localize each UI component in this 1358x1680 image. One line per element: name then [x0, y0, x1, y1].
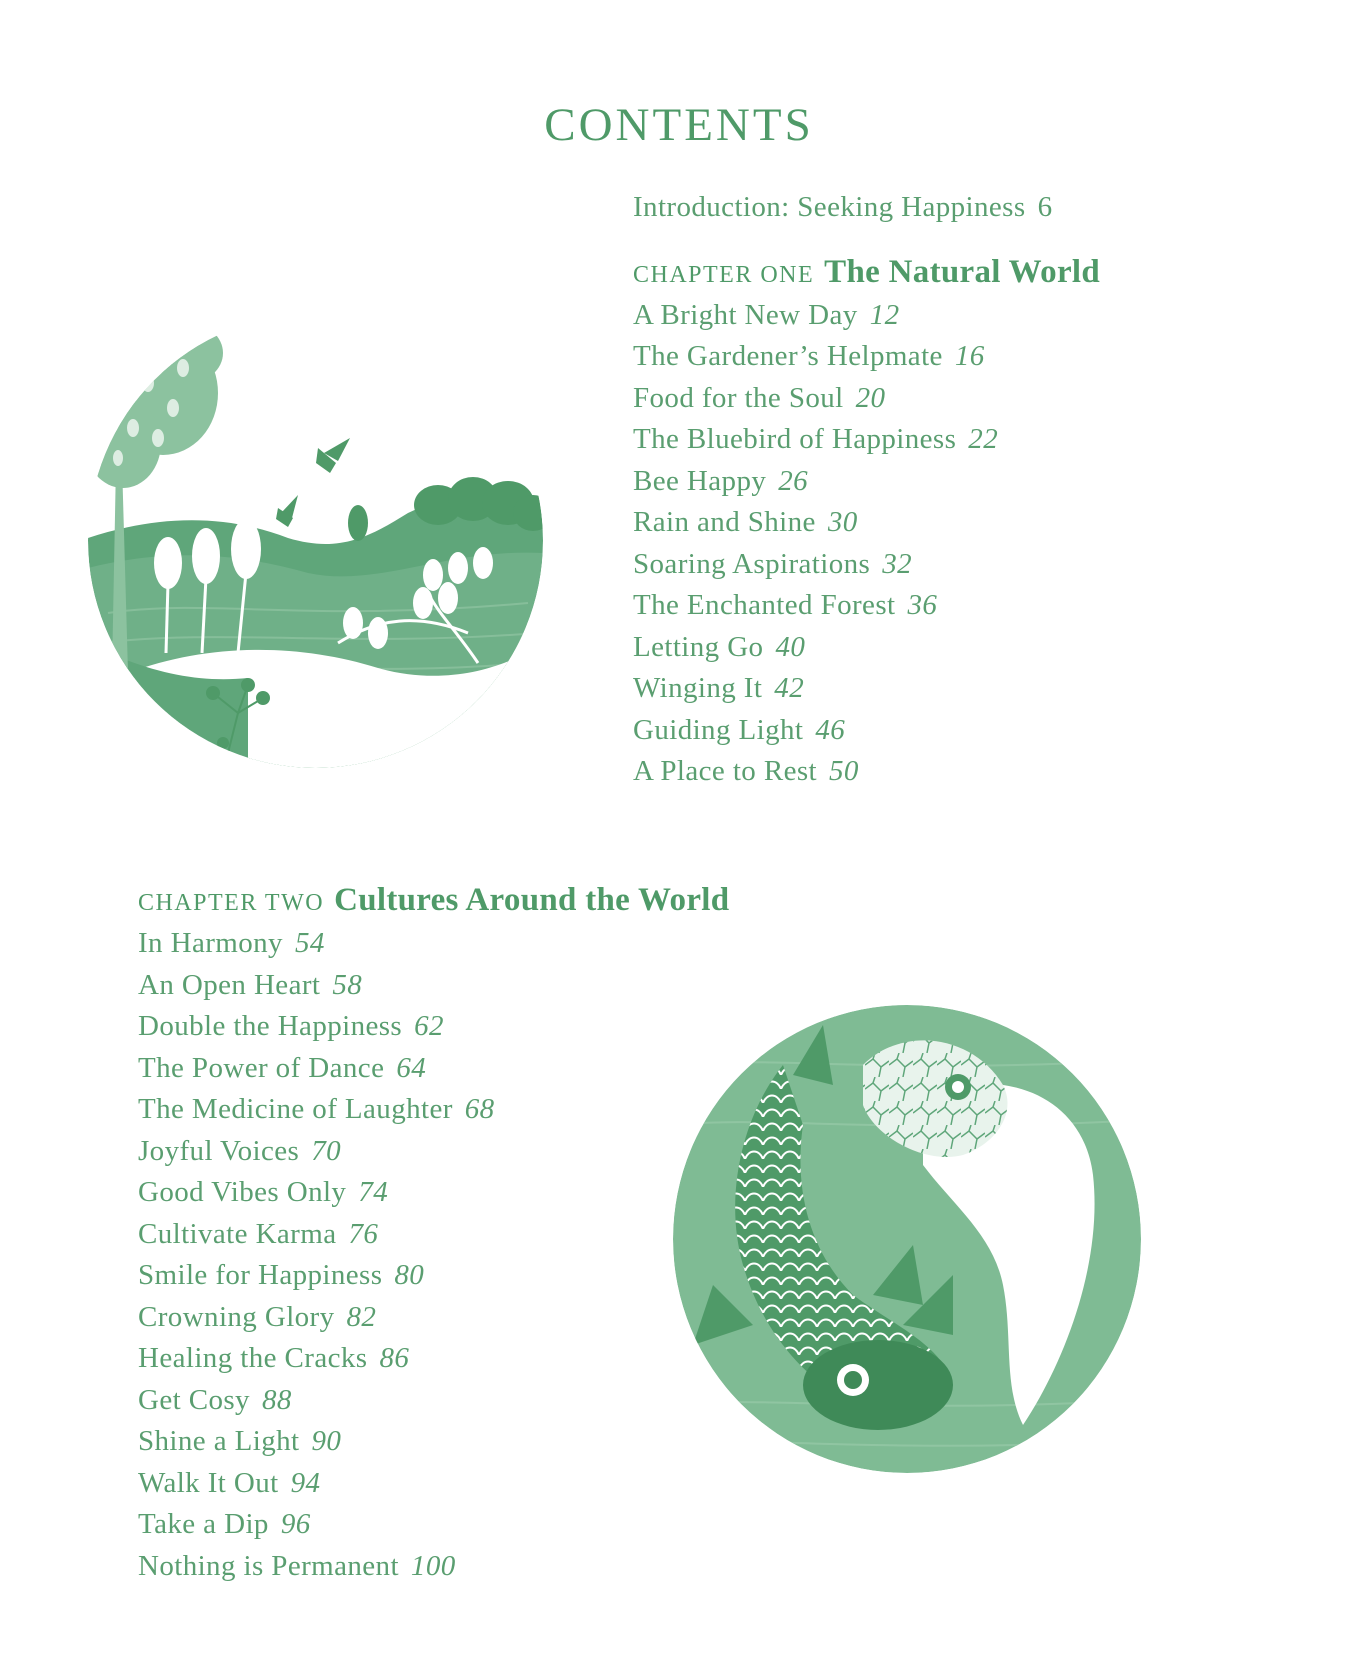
toc-entry-title: Walk It Out [138, 1466, 279, 1499]
toc-entry-page: 86 [379, 1342, 410, 1374]
toc-entry-title: Shine a Light [138, 1425, 300, 1457]
toc-entry-page: 96 [280, 1508, 311, 1540]
chapter-two-heading[interactable] [138, 877, 729, 923]
toc-entry-title: Rain and Shine [633, 506, 816, 538]
toc-entry[interactable] [138, 1255, 729, 1297]
toc-entry-page: 32 [882, 547, 912, 580]
toc-entry-title: Double the Happiness [138, 1010, 403, 1042]
toc-entry-title: Get Cosy [138, 1383, 250, 1416]
chapter-two-block [138, 877, 729, 1587]
toc-entry-title: The Medicine of Laughter [138, 1093, 453, 1125]
toc-entry-title: Guiding Light [633, 713, 804, 746]
toc-entry-page: 6 [1037, 191, 1053, 223]
toc-entry-page: 58 [332, 968, 363, 1001]
toc-entry-page: 54 [294, 927, 325, 959]
toc-entry-page: 70 [311, 1134, 342, 1167]
toc-entry[interactable] [633, 751, 1100, 793]
toc-entry[interactable] [138, 1131, 729, 1173]
toc-entry-page: 42 [774, 672, 805, 704]
toc-entry-page: 12 [869, 298, 900, 331]
toc-entry-page: 20 [855, 381, 886, 414]
chapter-two-entries [138, 923, 729, 1587]
toc-entry-page: 40 [775, 630, 806, 663]
toc-entry-title: The Bluebird of Happiness [633, 423, 957, 455]
chapter-one-heading[interactable] [633, 249, 1100, 295]
toc-entry[interactable] [633, 461, 1100, 503]
toc-entry-page: 50 [829, 755, 859, 787]
toc-entry-title: The Power of Dance [138, 1051, 385, 1084]
toc-entry[interactable] [633, 627, 1100, 669]
toc-entry[interactable] [138, 1463, 729, 1505]
toc-entry[interactable] [138, 1297, 729, 1339]
toc-entry-page: 82 [346, 1300, 377, 1333]
toc-entry-page: 76 [348, 1217, 379, 1250]
toc-entry-title: Crowning Glory [138, 1300, 335, 1333]
toc-entry-title: A Bright New Day [633, 298, 858, 331]
toc-entry[interactable] [138, 1338, 729, 1380]
toc-entry-title: Smile for Happiness [138, 1259, 383, 1291]
toc-entry-page: 64 [396, 1051, 427, 1084]
toc-entry-title: Cultivate Karma [138, 1217, 337, 1250]
toc-entry-page: 100 [410, 1549, 456, 1582]
toc-entry[interactable] [138, 1504, 729, 1546]
toc-entry-introduction[interactable] [633, 187, 1100, 229]
toc-entry[interactable] [138, 1089, 729, 1131]
toc-entry[interactable] [633, 544, 1100, 586]
toc-entry-title: In Harmony [138, 927, 283, 959]
toc-entry-title: Take a Dip [138, 1508, 269, 1540]
toc-entry[interactable] [138, 1214, 729, 1256]
toc-entry-page: 94 [290, 1466, 321, 1499]
chapter-title: Cultures Around the World [334, 882, 730, 918]
toc-entry[interactable] [138, 965, 729, 1007]
toc-entry-page: 36 [907, 589, 938, 621]
toc-entry-title: Healing the Cracks [138, 1342, 368, 1374]
toc-entry-page: 62 [414, 1010, 444, 1042]
toc-entry[interactable] [138, 1172, 729, 1214]
toc-entry-title: Food for the Soul [633, 381, 844, 414]
koi-fish-illustration-icon [673, 1005, 1141, 1473]
toc-entry[interactable] [138, 1380, 729, 1422]
landscape-svg [88, 313, 543, 768]
toc-entry-title: The Gardener’s Helpmate [633, 340, 943, 372]
toc-entry-page: 16 [954, 340, 985, 372]
toc-entry[interactable] [633, 295, 1100, 337]
chapter-label: CHAPTER ONE [633, 261, 815, 288]
toc-entry-title: Letting Go [633, 630, 764, 663]
toc-entry[interactable] [633, 419, 1100, 461]
koi-svg [673, 1005, 1141, 1473]
toc-entry-title: An Open Heart [138, 968, 321, 1001]
toc-entry[interactable] [138, 1048, 729, 1090]
toc-entry[interactable] [633, 710, 1100, 752]
toc-entry[interactable] [138, 1006, 729, 1048]
toc-entry[interactable] [633, 668, 1100, 710]
chapter-one-entries [633, 295, 1100, 793]
toc-entry-title: Nothing is Permanent [138, 1549, 399, 1582]
toc-entry-page: 46 [815, 713, 846, 746]
toc-entry[interactable] [633, 378, 1100, 420]
toc-entry-page: 30 [827, 506, 858, 538]
chapter-title: The Natural World [824, 253, 1101, 290]
landscape-illustration-icon [88, 313, 543, 768]
toc-entry-title: The Enchanted Forest [633, 589, 896, 621]
toc-entry-title: Soaring Aspirations [633, 547, 871, 580]
toc-entry[interactable] [633, 336, 1100, 378]
toc-entry[interactable] [633, 502, 1100, 544]
toc-entry[interactable] [138, 1421, 729, 1463]
toc-entry[interactable] [138, 1546, 729, 1588]
toc-entry[interactable] [138, 923, 729, 965]
chapter-one-block [633, 187, 1100, 793]
page-title: CONTENTS [544, 99, 814, 151]
toc-entry-page: 90 [311, 1425, 342, 1457]
toc-entry-title: A Place to Rest [633, 755, 818, 787]
toc-entry-title: Introduction: Seeking Happiness [633, 191, 1026, 223]
toc-entry[interactable] [633, 585, 1100, 627]
toc-entry-page: 26 [778, 464, 809, 497]
toc-entry-page: 22 [968, 423, 999, 455]
chapter-label: CHAPTER TWO [138, 890, 325, 916]
toc-entry-page: 74 [358, 1176, 389, 1208]
toc-entry-title: Good Vibes Only [138, 1176, 347, 1208]
toc-entry-page: 88 [261, 1383, 292, 1416]
toc-entry-page: 68 [464, 1093, 495, 1125]
toc-entry-title: Joyful Voices [138, 1134, 300, 1167]
toc-entry-page: 80 [394, 1259, 425, 1291]
toc-entry-title: Bee Happy [633, 464, 767, 497]
toc-entry-title: Winging It [633, 672, 763, 704]
